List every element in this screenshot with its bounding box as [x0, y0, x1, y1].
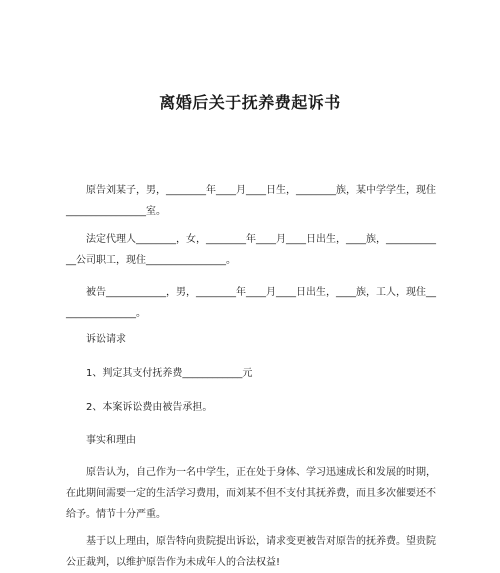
guardian-paragraph: [66, 229, 444, 271]
facts-p1-line-1: 原告认为，自己作为一名中学生，正在处于身体、学习迅速成长和发展的时期，: [86, 467, 436, 478]
facts-p1-line-3: 给予。情节十分严重。: [66, 509, 166, 520]
claim-item-1: 1、判定其支付抚养费____________元: [86, 368, 253, 379]
plaintiff-line-1: 原告刘某子，男，________年____月____日生，________族，某中学学生，现住: [86, 185, 436, 196]
plaintiff-line-2: ________________室。: [66, 206, 166, 217]
plaintiff-paragraph: [66, 180, 444, 222]
facts-paragraph-2: [66, 531, 444, 573]
facts-p2-line-1: 基于以上理由，原告特向贵院提出诉讼，请求变更被告对原告的抚养费。望贵院: [86, 536, 436, 547]
guardian-line-1: 法定代理人________，女，________年____月____日出生，____族，__________: [86, 234, 436, 245]
document-title: 离婚后关于抚养费起诉书: [159, 93, 341, 112]
facts-p1-line-2: 在此期间需要一定的生活学习费用，而刘某不但不支付其抚养费，而且多次催要还不: [66, 488, 436, 499]
defendant-line-1: 被告____________，男，________年____月____日出生，____族，工人，现住__: [86, 287, 436, 298]
claim-item-2: 2、本案诉讼费由被告承担。: [86, 402, 213, 413]
facts-paragraph-1: [66, 462, 444, 525]
facts-heading: 事实和理由: [86, 435, 136, 446]
facts-p2-line-2: 公正裁判，以维护原告作为未成年人的合法权益!: [66, 557, 281, 568]
defendant-line-2: ______________。: [66, 308, 146, 319]
defendant-paragraph: [66, 282, 444, 324]
guardian-line-2: __公司职工，现住________________。: [66, 255, 236, 266]
claims-heading: 诉讼请求: [86, 334, 126, 345]
